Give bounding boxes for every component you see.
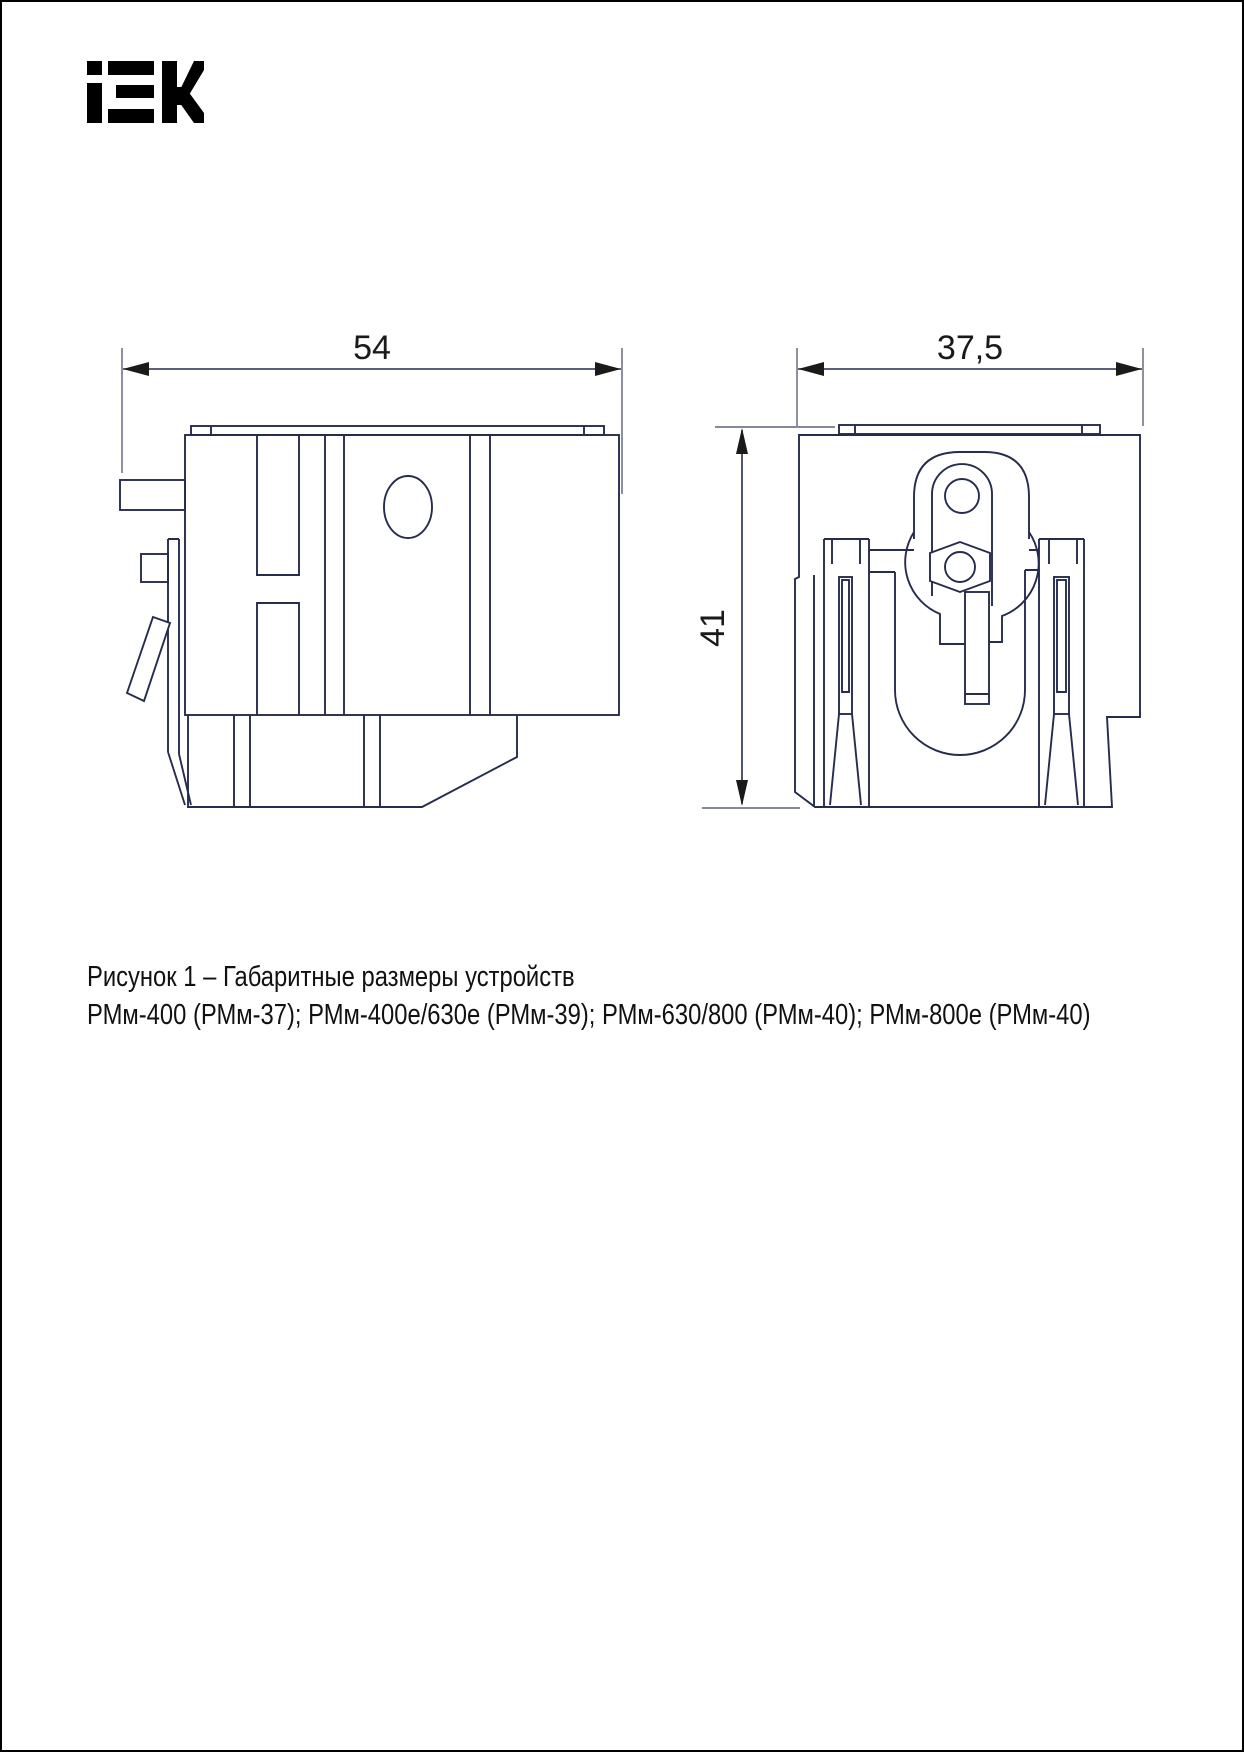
side-view-lever <box>127 617 170 701</box>
side-view-drawing <box>120 329 622 807</box>
figure-caption <box>87 958 1091 1034</box>
figure-caption-line1: Рисунок 1 – Габаритные размеры устройств <box>87 961 575 993</box>
front-view-drawing <box>694 329 1143 808</box>
iek-logo <box>87 61 204 123</box>
dimension-label-37-5: 37,5 <box>936 329 1004 367</box>
hex-nut <box>930 542 990 592</box>
dimension-label-54: 54 <box>353 329 391 367</box>
dimension-label-41: 41 <box>694 609 732 647</box>
figure-caption-line2: РМм-400 (РМм-37); РМм-400е/630е (РМм-39); РМм-630/800 (РМм-40); РМм-800е (РМм-40) <box>87 999 1091 1031</box>
technical-drawing <box>2 2 1244 1752</box>
screw-rod <box>965 592 989 704</box>
